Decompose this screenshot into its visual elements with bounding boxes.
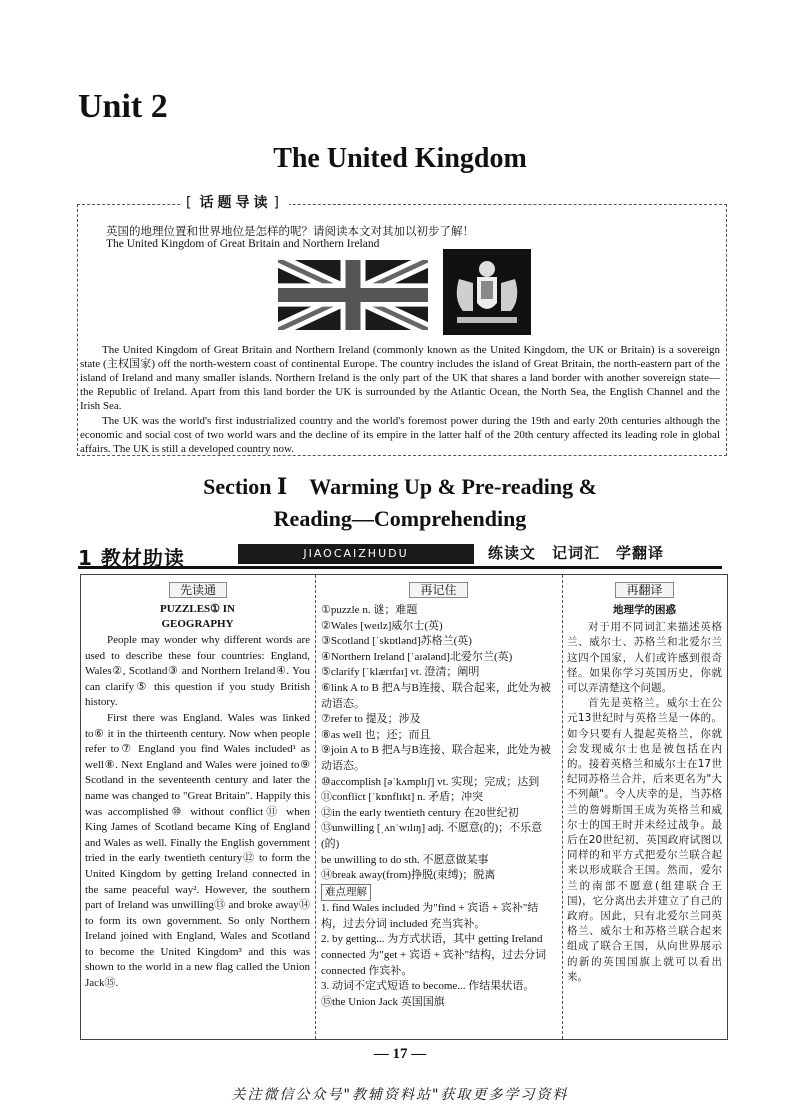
passage-title-line-2: GEOGRAPHY <box>161 618 234 630</box>
banner-slogan: 练读文 记词汇 学翻译 <box>488 544 665 562</box>
topic-tab: [ 话题导读 ] <box>180 192 289 212</box>
royal-coat-of-arms-image <box>443 249 531 335</box>
passage-paragraph-1: People may wonder why different words are used to describe these four countries: England, Wales②, Scotland③ and Northern Ireland④. You can clarify⑤ this question if you study British history. <box>85 634 310 709</box>
vocab-item: ⑪conflict [ˈkɒnflɪkt] n. 矛盾；冲突 <box>321 791 484 804</box>
vocabulary-list <box>321 603 557 1010</box>
translation-title: 地理学的困惑 <box>613 604 676 616</box>
vocab-item: ⑧as well 也；还；而且 <box>321 728 431 741</box>
three-column-box <box>80 574 728 1040</box>
vocab-item: ④Northern Ireland [ˈaɪələnd]北爱尔兰(英) <box>321 650 513 663</box>
translation <box>567 603 722 985</box>
reading-passage <box>85 603 310 992</box>
difficult-point: 2. by getting... 为方式状语，其中 getting Ireland connected 为"get + 宾语 + 宾补"结构，过去分词 connected 作宾补。 <box>321 933 547 977</box>
vocab-item: ⑤clarify [ˈklærɪfaɪ] vt. 澄清；阐明 <box>321 666 480 679</box>
column-header-translate-label: 再翻译 <box>615 582 673 598</box>
column-header-remember <box>315 581 562 598</box>
difficult-point: 1. find Wales included 为"find + 宾语 + 宾补"结构，过去分词 included 充当宾补。 <box>321 902 539 930</box>
vocab-item: ②Wales [weɪlz]威尔士(英) <box>321 619 443 632</box>
vocab-item: ③Scotland [ˈskɒtlənd]苏格兰(英) <box>321 635 472 648</box>
difficult-points-label: 难点理解 <box>321 884 371 902</box>
page-title: The United Kingdom <box>273 143 527 174</box>
column-divider <box>315 575 316 1039</box>
column-header-read-label: 先读通 <box>169 582 227 598</box>
topic-intro-cn: 英国的地理位置和世界地位是怎样的呢？请阅读本文对其加以初步了解！ <box>106 224 474 238</box>
translation-paragraph-2: 首先是英格兰。威尔士在公元13世纪时与英格兰是一体的。如今只要有人提起英格兰，你就会发现威尔士也是被包括在内的。接着英格兰和威尔士在17世纪同苏格兰合并，后来更名为"大不列颠"。令人庆幸的是，当苏格兰的詹姆斯国王成为英格兰和威尔士的国王时并未经过战争。最后在20世纪初，英国政府试图以同样的和平方式把爱尔兰联合起来以形成联合王国。然而，爱尔兰的南部不愿意(组建联合王国)，它分离出去并建立了自己的政府。因此，只有北爱尔兰同英格兰、威尔士和苏格兰联合起来组成了联合王国，从向世界展示的新的英国国旗上就可以看出来。 <box>567 697 722 983</box>
banner-pinyin: JIAOCAIZHUDU <box>238 544 474 564</box>
banner-rule <box>78 566 722 569</box>
vocab-item: ⑨join A to B 把A与B连接、联合起来，此处为被动语态。 <box>321 744 551 772</box>
unit-heading: Unit 2 <box>78 88 168 125</box>
passage-title-line-1: PUZZLES① IN <box>160 603 235 615</box>
topic-intro-en: The United Kingdom of Great Britain and Northern Ireland <box>106 238 380 250</box>
vocab-item: ⑫in the early twentieth century 在20世纪初 <box>321 806 519 819</box>
vocab-item: ⑩accomplish [əˈkʌmplɪʃ] vt. 实现；完成；达到 <box>321 775 540 788</box>
vocab-item: be unwilling to do sth. 不愿意做某事 <box>321 853 489 866</box>
topic-paragraph-2: The UK was the world's first industrialized country and the world's foremost power during the 19th and early 20th centuries although the economic and social cost of two world wars and the decline of its empire in the latter half of the 20th century affected its leading role in global affairs. The UK is still a developed country now. <box>80 415 720 455</box>
page-number: — 17 — <box>373 1046 427 1062</box>
vocab-item: ⑬unwilling [ˌʌnˈwɪlɪŋ] adj. 不愿意(的)；不乐意(的) <box>321 822 543 850</box>
column-header-translate <box>562 581 727 598</box>
column-divider <box>562 575 563 1039</box>
section-title-line-2: Reading—Comprehending <box>273 506 527 531</box>
vocab-item: ⑦refer to 提及；涉及 <box>321 713 421 726</box>
column-header-remember-label: 再记住 <box>409 582 467 598</box>
banner-number: 1 <box>78 546 93 570</box>
translation-paragraph-1: 对于用不同词汇来描述英格兰、威尔士、苏格兰和北爱尔兰这四个国家，人们或许感到很奇怪。如果你学习英国历史，你就可以弄清楚这个问题。 <box>567 621 722 695</box>
vocab-item: ⑭break away(from)挣脱(束缚)；脱离 <box>321 869 496 882</box>
vocab-item: ①puzzle n. 谜；难题 <box>321 604 418 616</box>
vocab-item: ⑮the Union Jack 英国国旗 <box>321 995 445 1008</box>
union-jack-flag-image <box>278 260 428 330</box>
footer-note: 关注微信公众号"教辅资料站"获取更多学习资料 <box>231 1087 569 1103</box>
passage-paragraph-2: First there was England. Wales was linked to⑥ it in the thirteenth century. Now when people refer to⑦ England you find Wales included¹ as well⑧. Next England and Wales were joined to⑨ Scotland in the seventeenth century and later the name was changed to "Great Britain". Happily this was accomplished⑩ without conflict⑪ when King James of Scotland became King of England and Wales as well. Finally the English government tried in the early twentieth century⑫ to form the United Kingdom by getting Ireland connected in the same peaceful way². However, the southern part of Ireland was unwilling⑬ and broke away⑭ to form its own government. So only Northern Ireland joined with England, Wales and Scotland to become the United Kingdom³ and this was shown to the world in a new flag called the Union Jack⑮. <box>85 711 310 990</box>
topic-paragraph-1: The United Kingdom of Great Britain and Northern Ireland (commonly known as the United Kingdom, the UK or Britain) is a sovereign state (主权国家) off the north-western coast of continental Europe. The country includes the island of Great Britain, the north-eastern part of the island of Ireland and many smaller islands. Northern Ireland is the only part of the UK that shares a land border with another sovereign state—the Republic of Ireland. Apart from this land border the UK is surrounded by the Atlantic Ocean, the North Sea, the English Channel and the Irish Sea. <box>80 344 720 412</box>
banner-title-text: 教材助读 <box>100 546 185 570</box>
difficult-point: 3. 动词不定式短语 to become... 作结果状语。 <box>321 980 535 993</box>
section-title-line-1: Section Ⅰ Warming Up & Pre-reading & <box>203 474 597 499</box>
banner <box>78 540 722 572</box>
column-header-read <box>81 581 315 598</box>
vocab-item: ⑥link A to B 把A与B连接、联合起来，此处为被动语态。 <box>321 681 551 710</box>
